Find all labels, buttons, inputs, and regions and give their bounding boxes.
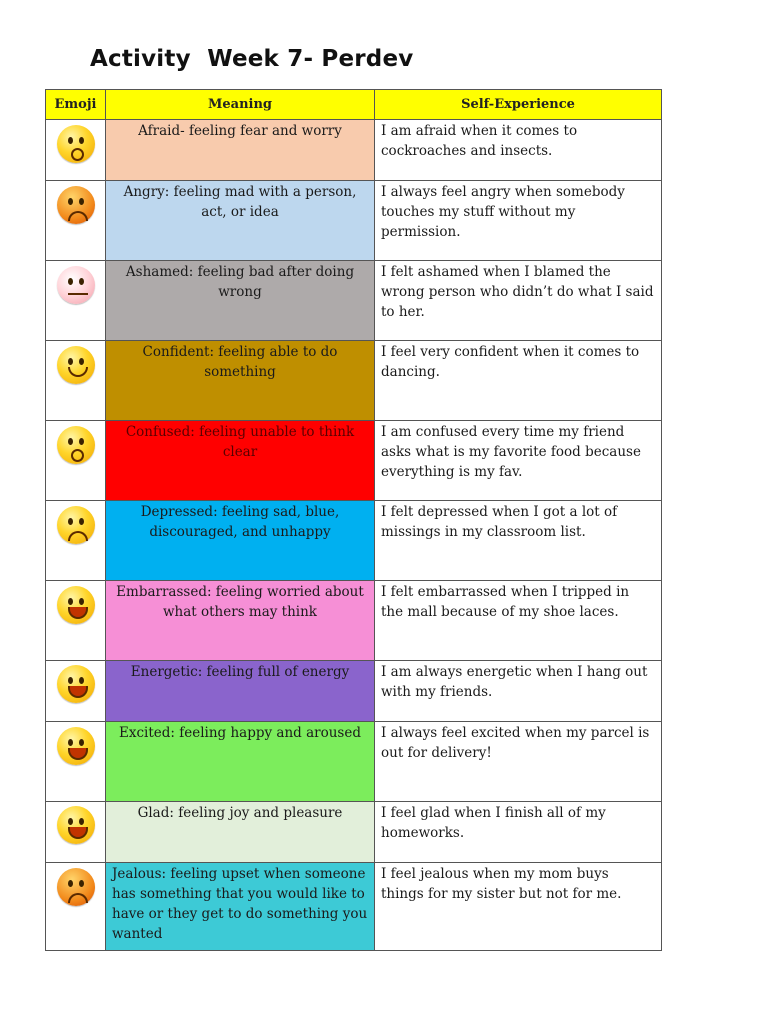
emoji-cell <box>46 421 106 501</box>
emoji-cell <box>46 581 106 661</box>
jealous-emoji-icon <box>57 868 95 906</box>
experience-cell: I feel jealous when my mom buys things for my sister but not for me. <box>375 863 662 951</box>
meaning-cell: Energetic: feeling full of energy <box>106 661 375 722</box>
table-row <box>46 421 662 501</box>
experience-cell: I always feel angry when somebody touches my stuff without my permission. <box>375 181 662 261</box>
meaning-cell: Angry: feeling mad with a person, act, or idea <box>106 181 375 261</box>
emoji-cell <box>46 120 106 181</box>
meaning-cell: Confused: feeling unable to think clear <box>106 421 375 501</box>
embarrassed-emoji-icon <box>57 586 95 624</box>
glad-emoji-icon <box>57 806 95 844</box>
experience-cell: I feel glad when I finish all of my homeworks. <box>375 802 662 863</box>
table-row <box>46 581 662 661</box>
emoji-cell <box>46 802 106 863</box>
ashamed-emoji-icon <box>57 266 95 304</box>
meaning-cell: Ashamed: feeling bad after doing wrong <box>106 261 375 341</box>
experience-cell: I felt ashamed when I blamed the wrong person who didn’t do what I said to her. <box>375 261 662 341</box>
meaning-cell: Afraid- feeling fear and worry <box>106 120 375 181</box>
meaning-cell: Confident: feeling able to do something <box>106 341 375 421</box>
meaning-cell: Excited: feeling happy and aroused <box>106 722 375 802</box>
table-row <box>46 802 662 863</box>
header-emoji: Emoji <box>46 90 106 120</box>
emoji-cell <box>46 261 106 341</box>
emoji-cell <box>46 501 106 581</box>
afraid-emoji-icon <box>57 125 95 163</box>
experience-cell: I feel very confident when it comes to dancing. <box>375 341 662 421</box>
table-row <box>46 863 662 951</box>
emoji-cell <box>46 661 106 722</box>
emoji-cell <box>46 181 106 261</box>
table-row <box>46 722 662 802</box>
emoji-cell <box>46 863 106 951</box>
header-self-experience: Self-Experience <box>375 90 662 120</box>
experience-cell: I am confused every time my friend asks what is my favorite food because everything is my fav. <box>375 421 662 501</box>
table-row <box>46 501 662 581</box>
emoji-cell <box>46 722 106 802</box>
confident-emoji-icon <box>57 346 95 384</box>
experience-cell: I always feel excited when my parcel is out for delivery! <box>375 722 662 802</box>
excited-emoji-icon <box>57 727 95 765</box>
emotions-table <box>45 89 662 951</box>
table-header-row <box>46 90 662 120</box>
meaning-cell: Embarrassed: feeling worried about what others may think <box>106 581 375 661</box>
table-row <box>46 120 662 181</box>
emoji-cell <box>46 341 106 421</box>
angry-emoji-icon <box>57 186 95 224</box>
depressed-emoji-icon <box>57 506 95 544</box>
table-row <box>46 341 662 421</box>
table-row <box>46 181 662 261</box>
energetic-emoji-icon <box>57 665 95 703</box>
table-row <box>46 661 662 722</box>
experience-cell: I felt embarrassed when I tripped in the mall because of my shoe laces. <box>375 581 662 661</box>
page-title: Activity Week 7- Perdev <box>90 46 414 72</box>
header-meaning: Meaning <box>106 90 375 120</box>
confused-emoji-icon <box>57 426 95 464</box>
experience-cell: I am always energetic when I hang out with my friends. <box>375 661 662 722</box>
experience-cell: I am afraid when it comes to cockroaches and insects. <box>375 120 662 181</box>
meaning-cell: Jealous: feeling upset when someone has something that you would like to have or they get to do something you wanted <box>106 863 375 951</box>
meaning-cell: Depressed: feeling sad, blue, discouraged, and unhappy <box>106 501 375 581</box>
meaning-cell: Glad: feeling joy and pleasure <box>106 802 375 863</box>
experience-cell: I felt depressed when I got a lot of missings in my classroom list. <box>375 501 662 581</box>
table-row <box>46 261 662 341</box>
